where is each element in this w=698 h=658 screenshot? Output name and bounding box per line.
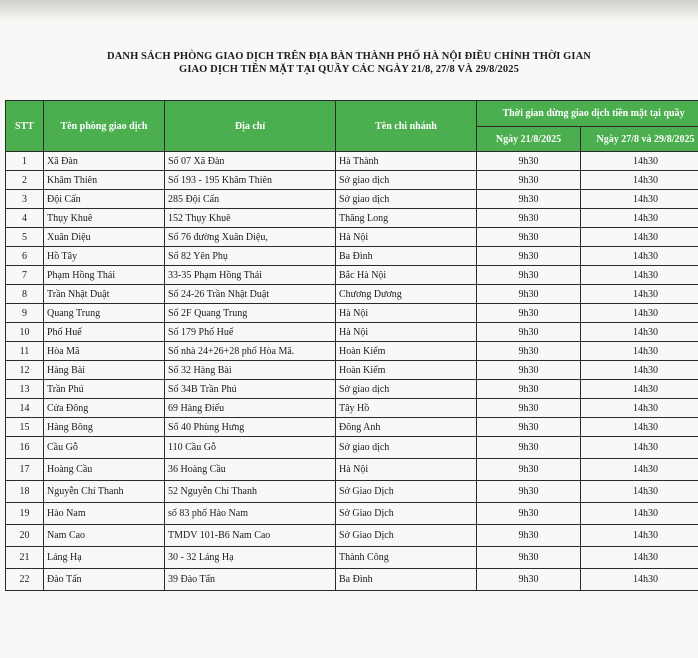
cell-branch: Sở giao dịch (336, 437, 477, 459)
cell-time-date-1: 9h30 (477, 266, 581, 285)
document-title-line-2: GIAO DỊCH TIỀN MẶT TẠI QUẦY CÁC NGÀY 21/8, 27/8 VÀ 29/8/2025 (179, 64, 519, 75)
cell-branch: Sở Giao Dịch (336, 503, 477, 525)
cell-branch: Hà Thành (336, 152, 477, 171)
cell-time-date-1: 9h30 (477, 481, 581, 503)
cell-name: Hòa Mã (44, 342, 165, 361)
cell-time-date-1: 9h30 (477, 437, 581, 459)
table-row (6, 266, 698, 285)
table-row (6, 190, 698, 209)
cell-address: Số 32 Hàng Bài (165, 361, 336, 380)
table-row (6, 437, 698, 459)
table-body (6, 152, 698, 591)
table-row (6, 323, 698, 342)
cell-name: Đội Cấn (44, 190, 165, 209)
cell-address: 52 Nguyễn Chí Thanh (165, 481, 336, 503)
cell-time-date-1: 9h30 (477, 569, 581, 591)
cell-time-date-1: 9h30 (477, 171, 581, 190)
header-date-2: Ngày 27/8 và 29/8/2025 (581, 127, 698, 152)
cell-stt: 14 (6, 399, 44, 418)
cell-address: Số nhà 24+26+28 phố Hòa Mã. (165, 342, 336, 361)
table-row (6, 285, 698, 304)
cell-branch: Bắc Hà Nội (336, 266, 477, 285)
cell-address: Số 07 Xã Đàn (165, 152, 336, 171)
cell-time-date-1: 9h30 (477, 285, 581, 304)
cell-name: Nguyễn Chí Thanh (44, 481, 165, 503)
cell-time-date-1: 9h30 (477, 342, 581, 361)
table-row (6, 304, 698, 323)
cell-address: 36 Hoàng Cầu (165, 459, 336, 481)
cell-stt: 9 (6, 304, 44, 323)
cell-stt: 13 (6, 380, 44, 399)
cell-address: Số 2F Quang Trung (165, 304, 336, 323)
cell-stt: 4 (6, 209, 44, 228)
cell-time-date-1: 9h30 (477, 399, 581, 418)
cell-time-date-2: 14h30 (581, 323, 698, 342)
cell-branch: Ba Đình (336, 247, 477, 266)
cell-name: Phố Huế (44, 323, 165, 342)
cell-time-date-2: 14h30 (581, 209, 698, 228)
cell-time-date-2: 14h30 (581, 525, 698, 547)
cell-stt: 18 (6, 481, 44, 503)
cell-time-date-1: 9h30 (477, 304, 581, 323)
header-stop-time: Thời gian dừng giao dịch tiền mặt tại quầy (477, 101, 698, 127)
cell-name: Cầu Gỗ (44, 437, 165, 459)
cell-branch: Hoàn Kiếm (336, 342, 477, 361)
cell-address: Số 24-26 Trần Nhật Duật (165, 285, 336, 304)
cell-time-date-2: 14h30 (581, 503, 698, 525)
cell-name: Láng Hạ (44, 547, 165, 569)
cell-branch: Sở giao dịch (336, 190, 477, 209)
cell-name: Hàng Bài (44, 361, 165, 380)
cell-time-date-2: 14h30 (581, 399, 698, 418)
cell-address: Số 34B Trần Phú (165, 380, 336, 399)
cell-time-date-1: 9h30 (477, 247, 581, 266)
cell-time-date-1: 9h30 (477, 228, 581, 247)
cell-time-date-2: 14h30 (581, 547, 698, 569)
cell-branch: Thành Công (336, 547, 477, 569)
table-row (6, 342, 698, 361)
cell-address: 152 Thụy Khuê (165, 209, 336, 228)
cell-address: 30 - 32 Láng Hạ (165, 547, 336, 569)
cell-time-date-2: 14h30 (581, 569, 698, 591)
cell-stt: 21 (6, 547, 44, 569)
cell-time-date-2: 14h30 (581, 285, 698, 304)
cell-branch: Hà Nội (336, 228, 477, 247)
cell-stt: 12 (6, 361, 44, 380)
cell-time-date-2: 14h30 (581, 437, 698, 459)
cell-time-date-2: 14h30 (581, 247, 698, 266)
cell-name: Hào Nam (44, 503, 165, 525)
cell-branch: Thăng Long (336, 209, 477, 228)
cell-name: Xã Đàn (44, 152, 165, 171)
table-row (6, 399, 698, 418)
cell-stt: 1 (6, 152, 44, 171)
cell-name: Quang Trung (44, 304, 165, 323)
table-row (6, 152, 698, 171)
cell-time-date-1: 9h30 (477, 152, 581, 171)
table-row (6, 525, 698, 547)
cell-branch: Hà Nội (336, 323, 477, 342)
cell-address: Số 40 Phùng Hưng (165, 418, 336, 437)
cell-time-date-2: 14h30 (581, 266, 698, 285)
document-title-line-1: DANH SÁCH PHÒNG GIAO DỊCH TRÊN ĐỊA BÀN THÀNH PHỐ HÀ NỘI ĐIỀU CHỈNH THỜI GIAN (107, 51, 591, 62)
cell-stt: 6 (6, 247, 44, 266)
cell-name: Phạm Hồng Thái (44, 266, 165, 285)
cell-branch: Chương Dương (336, 285, 477, 304)
cell-stt: 20 (6, 525, 44, 547)
cell-stt: 16 (6, 437, 44, 459)
table-row (6, 481, 698, 503)
cell-time-date-2: 14h30 (581, 228, 698, 247)
cell-time-date-1: 9h30 (477, 380, 581, 399)
cell-address: số 83 phố Hào Nam (165, 503, 336, 525)
cell-name: Khâm Thiên (44, 171, 165, 190)
cell-name: Hoàng Cầu (44, 459, 165, 481)
cell-stt: 19 (6, 503, 44, 525)
header-date-1: Ngày 21/8/2025 (477, 127, 581, 152)
cell-time-date-2: 14h30 (581, 418, 698, 437)
cell-branch: Sở Giao Dịch (336, 481, 477, 503)
cell-time-date-2: 14h30 (581, 152, 698, 171)
cell-stt: 7 (6, 266, 44, 285)
cell-time-date-1: 9h30 (477, 503, 581, 525)
cell-time-date-2: 14h30 (581, 304, 698, 323)
cell-name: Thụy Khuê (44, 209, 165, 228)
branch-schedule-table (5, 100, 698, 591)
cell-name: Đào Tấn (44, 569, 165, 591)
header-address: Địa chỉ (165, 101, 336, 152)
cell-branch: Sở Giao Dịch (336, 525, 477, 547)
cell-time-date-1: 9h30 (477, 525, 581, 547)
cell-branch: Tây Hồ (336, 399, 477, 418)
table-row (6, 228, 698, 247)
table-row (6, 547, 698, 569)
cell-time-date-2: 14h30 (581, 361, 698, 380)
header-name: Tên phòng giao dịch (44, 101, 165, 152)
cell-address: 110 Cầu Gỗ (165, 437, 336, 459)
cell-address: Số 193 - 195 Khâm Thiên (165, 171, 336, 190)
cell-stt: 8 (6, 285, 44, 304)
cell-name: Hàng Bông (44, 418, 165, 437)
cell-address: TMDV 101-B6 Nam Cao (165, 525, 336, 547)
cell-time-date-1: 9h30 (477, 547, 581, 569)
cell-time-date-1: 9h30 (477, 459, 581, 481)
table-row (6, 459, 698, 481)
cell-name: Xuân Diệu (44, 228, 165, 247)
table-row (6, 503, 698, 525)
cell-stt: 2 (6, 171, 44, 190)
cell-time-date-2: 14h30 (581, 171, 698, 190)
cell-stt: 11 (6, 342, 44, 361)
cell-stt: 10 (6, 323, 44, 342)
table-row (6, 380, 698, 399)
cell-time-date-1: 9h30 (477, 190, 581, 209)
cell-stt: 15 (6, 418, 44, 437)
cell-branch: Đông Anh (336, 418, 477, 437)
table-row (6, 247, 698, 266)
cell-time-date-1: 9h30 (477, 209, 581, 228)
cell-stt: 17 (6, 459, 44, 481)
cell-address: Số 179 Phố Huế (165, 323, 336, 342)
cell-time-date-2: 14h30 (581, 190, 698, 209)
cell-address: 39 Đào Tấn (165, 569, 336, 591)
table-row (6, 418, 698, 437)
table-row (6, 361, 698, 380)
cell-address: Số 82 Yên Phụ (165, 247, 336, 266)
cell-address: 33-35 Phạm Hồng Thái (165, 266, 336, 285)
cell-name: Nam Cao (44, 525, 165, 547)
cell-time-date-2: 14h30 (581, 481, 698, 503)
table-row (6, 171, 698, 190)
cell-stt: 22 (6, 569, 44, 591)
cell-branch: Hà Nội (336, 459, 477, 481)
header-stt: STT (6, 101, 44, 152)
cell-branch: Hoàn Kiếm (336, 361, 477, 380)
cell-branch: Hà Nội (336, 304, 477, 323)
cell-name: Trần Phú (44, 380, 165, 399)
cell-name: Hồ Tây (44, 247, 165, 266)
cell-stt: 5 (6, 228, 44, 247)
cell-time-date-2: 14h30 (581, 342, 698, 361)
cell-branch: Ba Đình (336, 569, 477, 591)
table-row (6, 209, 698, 228)
cell-address: Số 76 đường Xuân Diệu, (165, 228, 336, 247)
cell-time-date-2: 14h30 (581, 380, 698, 399)
cell-name: Trần Nhật Duật (44, 285, 165, 304)
cell-name: Cửa Đông (44, 399, 165, 418)
cell-branch: Sở giao dịch (336, 171, 477, 190)
header-branch: Tên chi nhánh (336, 101, 477, 152)
top-shadow (0, 0, 698, 22)
cell-time-date-1: 9h30 (477, 323, 581, 342)
cell-stt: 3 (6, 190, 44, 209)
cell-time-date-1: 9h30 (477, 418, 581, 437)
cell-address: 285 Đội Cấn (165, 190, 336, 209)
cell-time-date-1: 9h30 (477, 361, 581, 380)
cell-branch: Sở giao dịch (336, 380, 477, 399)
cell-address: 69 Hàng Điếu (165, 399, 336, 418)
cell-time-date-2: 14h30 (581, 459, 698, 481)
table-row (6, 569, 698, 591)
